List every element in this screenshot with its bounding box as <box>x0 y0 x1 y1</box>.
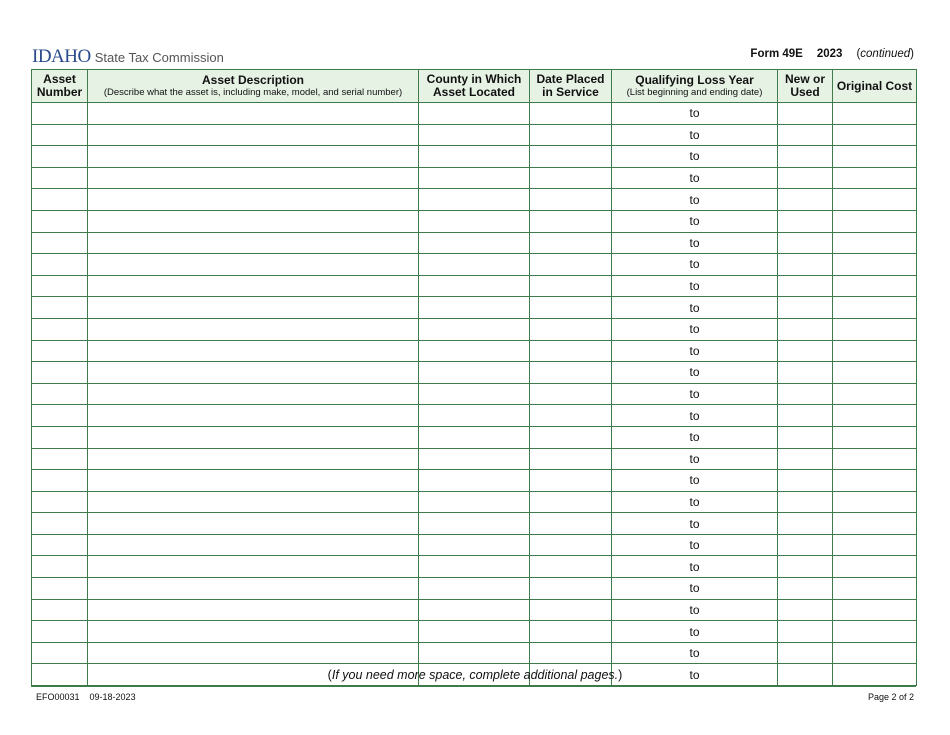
asset-description-cell[interactable] <box>88 167 419 189</box>
page-number: Page 2 of 2 <box>867 692 914 702</box>
original-cost-cell[interactable] <box>833 124 917 146</box>
form-identifier <box>750 48 914 60</box>
date-placed-cell[interactable] <box>530 189 612 211</box>
table-row <box>32 642 917 664</box>
table-row <box>32 426 917 448</box>
col-county-header <box>419 70 530 103</box>
date-placed-cell[interactable] <box>530 383 612 405</box>
date-placed-cell[interactable] <box>530 318 612 340</box>
new-or-used-cell[interactable] <box>778 578 833 600</box>
county-cell[interactable] <box>419 210 530 232</box>
date-placed-cell[interactable] <box>530 556 612 578</box>
date-placed-cell[interactable] <box>530 275 612 297</box>
qualifying-loss-year-cell[interactable]: to <box>612 642 778 664</box>
asset-number-cell[interactable] <box>32 189 88 211</box>
county-cell[interactable] <box>419 470 530 492</box>
asset-description-cell[interactable] <box>88 383 419 405</box>
table-row <box>32 491 917 513</box>
note-open-paren: ( <box>327 668 332 682</box>
col-date-placed-header <box>530 70 612 103</box>
original-cost-cell[interactable] <box>833 275 917 297</box>
date-placed-cell[interactable] <box>530 340 612 362</box>
original-cost-cell[interactable] <box>833 426 917 448</box>
asset-description-cell[interactable] <box>88 599 419 621</box>
qualifying-loss-year-cell[interactable]: to <box>612 599 778 621</box>
asset-description-cell[interactable] <box>88 578 419 600</box>
asset-number-cell[interactable] <box>32 448 88 470</box>
asset-number-cell[interactable] <box>32 599 88 621</box>
qualifying-loss-year-cell[interactable]: to <box>612 556 778 578</box>
asset-number-cell[interactable] <box>32 556 88 578</box>
original-cost-cell[interactable] <box>833 232 917 254</box>
new-or-used-cell[interactable] <box>778 642 833 664</box>
qualifying-loss-year-cell[interactable]: to <box>612 621 778 643</box>
logo-agency-name: State Tax Commission <box>94 50 224 65</box>
qualifying-loss-year-cell[interactable]: to <box>612 405 778 427</box>
more-space-note <box>0 668 950 682</box>
county-cell[interactable] <box>419 491 530 513</box>
original-cost-cell[interactable] <box>833 513 917 535</box>
date-placed-cell[interactable] <box>530 254 612 276</box>
qualifying-loss-year-cell[interactable]: to <box>612 210 778 232</box>
date-placed-cell[interactable] <box>530 362 612 384</box>
asset-number-cell[interactable] <box>32 124 88 146</box>
table-row <box>32 362 917 384</box>
new-or-used-cell[interactable] <box>778 297 833 319</box>
date-placed-cell[interactable] <box>530 103 612 125</box>
qualifying-loss-year-cell[interactable]: to <box>612 254 778 276</box>
tax-year: 2023 <box>816 48 843 60</box>
asset-number-cell[interactable] <box>32 642 88 664</box>
col-qualifying-loss-year-header <box>612 70 778 103</box>
asset-number-cell[interactable] <box>32 405 88 427</box>
table-row <box>32 448 917 470</box>
date-placed-cell[interactable] <box>530 167 612 189</box>
table-row <box>32 210 917 232</box>
county-cell[interactable] <box>419 578 530 600</box>
col-qualifying-loss-year-label: Qualifying Loss Year <box>635 73 754 87</box>
original-cost-cell[interactable] <box>833 642 917 664</box>
table-row <box>32 232 917 254</box>
table-row <box>32 621 917 643</box>
original-cost-cell[interactable] <box>833 383 917 405</box>
qualifying-loss-year-cell[interactable]: to <box>612 167 778 189</box>
asset-description-cell[interactable] <box>88 426 419 448</box>
date-placed-cell[interactable] <box>530 621 612 643</box>
new-or-used-cell[interactable] <box>778 210 833 232</box>
asset-number-cell[interactable] <box>32 426 88 448</box>
qualifying-loss-year-cell[interactable]: to <box>612 426 778 448</box>
table-row <box>32 340 917 362</box>
table-row <box>32 297 917 319</box>
col-asset-description-header <box>88 70 419 103</box>
footer-form-info <box>36 692 136 702</box>
county-cell[interactable] <box>419 448 530 470</box>
original-cost-cell[interactable] <box>833 189 917 211</box>
footer-divider <box>31 686 916 687</box>
date-placed-cell[interactable] <box>530 405 612 427</box>
new-or-used-cell[interactable] <box>778 189 833 211</box>
asset-description-cell[interactable] <box>88 534 419 556</box>
county-cell[interactable] <box>419 362 530 384</box>
table-row <box>32 405 917 427</box>
table-row <box>32 578 917 600</box>
table-row <box>32 189 917 211</box>
asset-table <box>31 69 917 686</box>
original-cost-cell[interactable] <box>833 578 917 600</box>
original-cost-cell[interactable] <box>833 556 917 578</box>
original-cost-cell[interactable] <box>833 470 917 492</box>
asset-description-cell[interactable] <box>88 210 419 232</box>
new-or-used-cell[interactable] <box>778 448 833 470</box>
table-row <box>32 103 917 125</box>
asset-number-cell[interactable] <box>32 210 88 232</box>
new-or-used-cell[interactable] <box>778 491 833 513</box>
original-cost-cell[interactable] <box>833 491 917 513</box>
note-close-paren: ) <box>618 668 623 682</box>
county-cell[interactable] <box>419 621 530 643</box>
continued-text: continued <box>860 48 911 60</box>
col-new-or-used-label: New or Used <box>784 72 825 99</box>
idaho-state-tax-commission-logo <box>32 46 224 66</box>
asset-number-cell[interactable] <box>32 621 88 643</box>
new-or-used-cell[interactable] <box>778 470 833 492</box>
asset-description-cell[interactable] <box>88 362 419 384</box>
new-or-used-cell[interactable] <box>778 426 833 448</box>
asset-description-cell[interactable] <box>88 513 419 535</box>
new-or-used-cell[interactable] <box>778 103 833 125</box>
original-cost-cell[interactable] <box>833 362 917 384</box>
date-placed-cell[interactable] <box>530 470 612 492</box>
date-placed-cell[interactable] <box>530 513 612 535</box>
qualifying-loss-year-cell[interactable]: to <box>612 491 778 513</box>
new-or-used-cell[interactable] <box>778 362 833 384</box>
new-or-used-cell[interactable] <box>778 318 833 340</box>
logo-idaho-wordmark: IDAHO <box>32 46 91 67</box>
original-cost-cell[interactable] <box>833 103 917 125</box>
county-cell[interactable] <box>419 232 530 254</box>
date-placed-cell[interactable] <box>530 146 612 168</box>
table-row <box>32 534 917 556</box>
asset-description-cell[interactable] <box>88 124 419 146</box>
original-cost-cell[interactable] <box>833 405 917 427</box>
date-placed-cell[interactable] <box>530 491 612 513</box>
asset-description-cell[interactable] <box>88 254 419 276</box>
qualifying-loss-year-cell[interactable]: to <box>612 124 778 146</box>
date-placed-cell[interactable] <box>530 124 612 146</box>
county-cell[interactable] <box>419 124 530 146</box>
asset-number-cell[interactable] <box>32 470 88 492</box>
county-cell[interactable] <box>419 318 530 340</box>
asset-description-cell[interactable] <box>88 621 419 643</box>
qualifying-loss-year-cell[interactable]: to <box>612 340 778 362</box>
asset-number-cell[interactable] <box>32 362 88 384</box>
new-or-used-cell[interactable] <box>778 513 833 535</box>
asset-number-cell[interactable] <box>32 146 88 168</box>
table-row <box>32 167 917 189</box>
county-cell[interactable] <box>419 556 530 578</box>
original-cost-cell[interactable] <box>833 448 917 470</box>
continued-close-paren: ) <box>910 48 914 60</box>
new-or-used-cell[interactable] <box>778 254 833 276</box>
original-cost-cell[interactable] <box>833 297 917 319</box>
table-header-row <box>32 70 917 103</box>
county-cell[interactable] <box>419 405 530 427</box>
new-or-used-cell[interactable] <box>778 599 833 621</box>
new-or-used-cell[interactable] <box>778 621 833 643</box>
qualifying-loss-year-cell[interactable]: to <box>612 362 778 384</box>
new-or-used-cell[interactable] <box>778 340 833 362</box>
asset-description-cell[interactable] <box>88 275 419 297</box>
col-asset-number-label: Asset Number <box>36 72 83 99</box>
qualifying-loss-year-cell[interactable]: to <box>612 189 778 211</box>
original-cost-cell[interactable] <box>833 318 917 340</box>
new-or-used-cell[interactable] <box>778 167 833 189</box>
date-placed-cell[interactable] <box>530 534 612 556</box>
table-row <box>32 124 917 146</box>
qualifying-loss-year-cell[interactable]: to <box>612 664 778 686</box>
asset-number-cell[interactable] <box>32 534 88 556</box>
col-date-placed-label: Date Placed in Service <box>536 72 605 99</box>
asset-description-cell[interactable] <box>88 297 419 319</box>
asset-number-cell[interactable] <box>32 340 88 362</box>
date-placed-cell[interactable] <box>530 297 612 319</box>
continued-label <box>856 48 914 60</box>
date-placed-cell[interactable] <box>530 448 612 470</box>
asset-description-cell[interactable] <box>88 642 419 664</box>
asset-description-cell[interactable] <box>88 405 419 427</box>
new-or-used-cell[interactable] <box>778 232 833 254</box>
original-cost-cell[interactable] <box>833 534 917 556</box>
new-or-used-cell[interactable] <box>778 124 833 146</box>
qualifying-loss-year-cell[interactable]: to <box>612 470 778 492</box>
asset-number-cell[interactable] <box>32 167 88 189</box>
asset-description-cell[interactable] <box>88 189 419 211</box>
qualifying-loss-year-cell[interactable]: to <box>612 513 778 535</box>
county-cell[interactable] <box>419 254 530 276</box>
col-original-cost-header <box>833 70 917 103</box>
county-cell[interactable] <box>419 642 530 664</box>
continued-open-paren: ( <box>856 48 861 60</box>
asset-number-cell[interactable] <box>32 491 88 513</box>
qualifying-loss-year-cell[interactable]: to <box>612 383 778 405</box>
col-asset-description-label: Asset Description <box>201 73 305 87</box>
table-row <box>32 556 917 578</box>
col-asset-number-header <box>32 70 88 103</box>
new-or-used-cell[interactable] <box>778 383 833 405</box>
county-cell[interactable] <box>419 297 530 319</box>
date-placed-cell[interactable] <box>530 642 612 664</box>
original-cost-cell[interactable] <box>833 340 917 362</box>
qualifying-loss-year-cell[interactable]: to <box>612 578 778 600</box>
county-cell[interactable] <box>419 275 530 297</box>
asset-description-cell[interactable] <box>88 146 419 168</box>
date-placed-cell[interactable] <box>530 426 612 448</box>
new-or-used-cell[interactable] <box>778 275 833 297</box>
qualifying-loss-year-cell[interactable]: to <box>612 275 778 297</box>
date-placed-cell[interactable] <box>530 599 612 621</box>
revision-date: 09-18-2023 <box>89 692 136 702</box>
qualifying-loss-year-cell[interactable]: to <box>612 534 778 556</box>
county-cell[interactable] <box>419 513 530 535</box>
form-number: Form 49E <box>750 48 803 60</box>
col-qualifying-loss-year-instruction: (List beginning and ending date) <box>626 87 763 98</box>
asset-number-cell[interactable] <box>32 103 88 125</box>
asset-number-cell[interactable] <box>32 578 88 600</box>
original-cost-cell[interactable] <box>833 254 917 276</box>
original-cost-cell[interactable] <box>833 621 917 643</box>
county-cell[interactable] <box>419 426 530 448</box>
county-cell[interactable] <box>419 599 530 621</box>
table-row <box>32 275 917 297</box>
col-county-label: County in Which Asset Located <box>426 72 522 99</box>
table-row <box>32 318 917 340</box>
table-row <box>32 254 917 276</box>
county-cell[interactable] <box>419 534 530 556</box>
asset-number-cell[interactable] <box>32 232 88 254</box>
col-original-cost-label: Original Cost <box>836 78 913 93</box>
col-new-or-used-header <box>778 70 833 103</box>
date-placed-cell[interactable] <box>530 210 612 232</box>
qualifying-loss-year-cell[interactable]: to <box>612 318 778 340</box>
note-text: If you need more space, complete additional pages. <box>331 668 619 682</box>
col-asset-description-instruction: (Describe what the asset is, including make, model, and serial number) <box>103 87 403 98</box>
asset-description-cell[interactable] <box>88 340 419 362</box>
asset-description-cell[interactable] <box>88 232 419 254</box>
asset-number-cell[interactable] <box>32 318 88 340</box>
asset-description-cell[interactable] <box>88 318 419 340</box>
asset-description-cell[interactable] <box>88 556 419 578</box>
original-cost-cell[interactable] <box>833 146 917 168</box>
original-cost-cell[interactable] <box>833 167 917 189</box>
table-body <box>32 103 917 686</box>
asset-number-cell[interactable] <box>32 275 88 297</box>
original-cost-cell[interactable] <box>833 210 917 232</box>
qualifying-loss-year-cell[interactable]: to <box>612 297 778 319</box>
qualifying-loss-year-cell[interactable]: to <box>612 103 778 125</box>
date-placed-cell[interactable] <box>530 232 612 254</box>
new-or-used-cell[interactable] <box>778 556 833 578</box>
form-code: EFO00031 <box>36 692 80 702</box>
table-row <box>32 383 917 405</box>
county-cell[interactable] <box>419 189 530 211</box>
qualifying-loss-year-cell[interactable]: to <box>612 146 778 168</box>
table-row <box>32 146 917 168</box>
county-cell[interactable] <box>419 340 530 362</box>
table-row <box>32 599 917 621</box>
date-placed-cell[interactable] <box>530 578 612 600</box>
county-cell[interactable] <box>419 146 530 168</box>
asset-description-cell[interactable] <box>88 103 419 125</box>
asset-description-cell[interactable] <box>88 491 419 513</box>
asset-number-cell[interactable] <box>32 254 88 276</box>
county-cell[interactable] <box>419 103 530 125</box>
original-cost-cell[interactable] <box>833 599 917 621</box>
asset-number-cell[interactable] <box>32 513 88 535</box>
asset-number-cell[interactable] <box>32 297 88 319</box>
new-or-used-cell[interactable] <box>778 405 833 427</box>
asset-number-cell[interactable] <box>32 383 88 405</box>
qualifying-loss-year-cell[interactable]: to <box>612 232 778 254</box>
county-cell[interactable] <box>419 383 530 405</box>
new-or-used-cell[interactable] <box>778 534 833 556</box>
table-row <box>32 513 917 535</box>
table-row <box>32 470 917 492</box>
qualifying-loss-year-cell[interactable]: to <box>612 448 778 470</box>
new-or-used-cell[interactable] <box>778 146 833 168</box>
county-cell[interactable] <box>419 167 530 189</box>
asset-description-cell[interactable] <box>88 470 419 492</box>
asset-description-cell[interactable] <box>88 448 419 470</box>
